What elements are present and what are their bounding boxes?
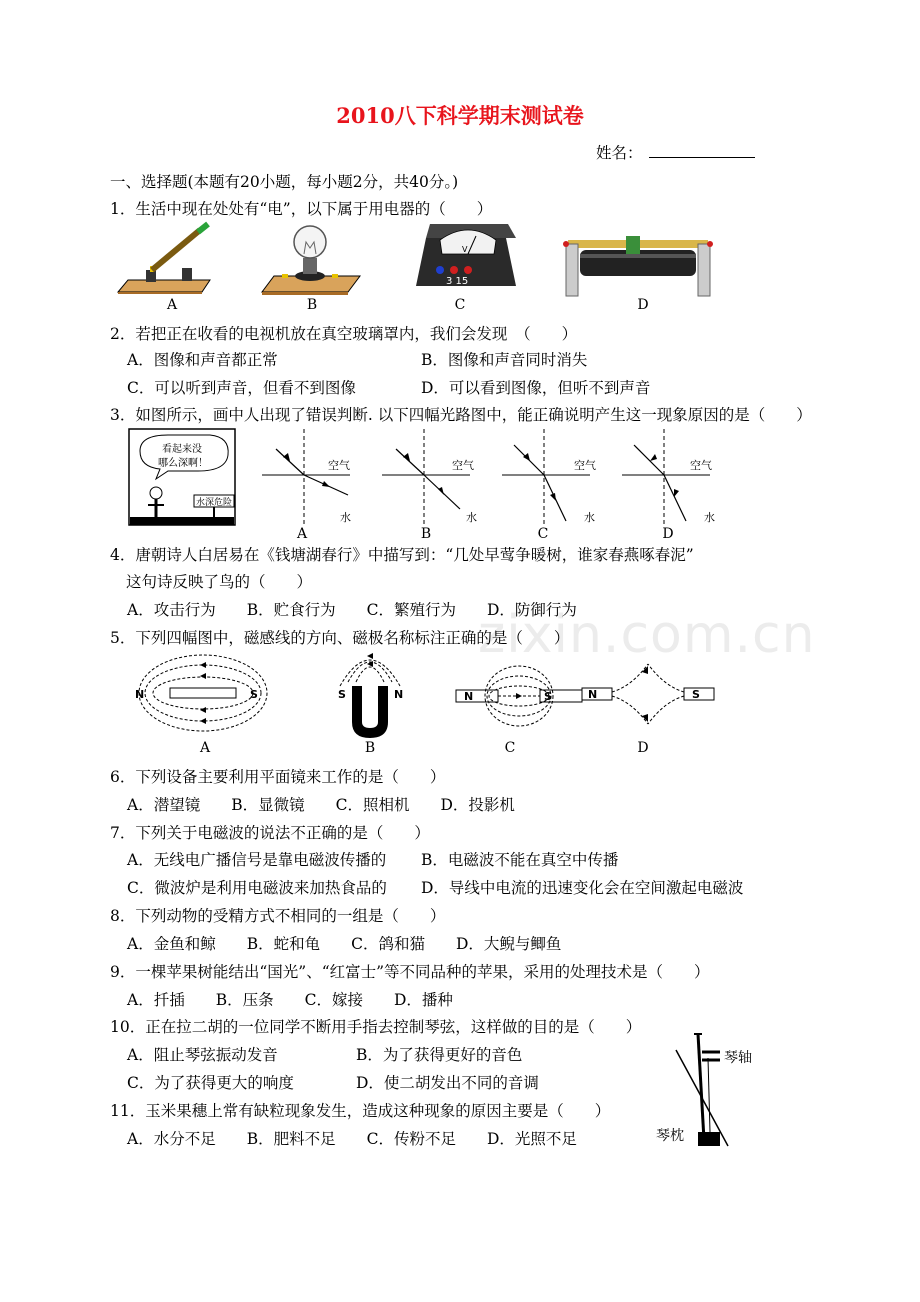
q4-options: A．攻击行为 B．贮食行为 C．繁殖行为 D．防御行为 [127, 601, 577, 619]
q5-label-c: C [504, 740, 516, 756]
question-9-stem: 9．一棵苹果树能结出“国光”、“红富士”等不同品种的苹果，采用的处理技术是（ ） [110, 963, 710, 981]
air-label-d: 空气 [690, 459, 712, 472]
question-4-stem: 4．唐朝诗人白居易在《钱塘湖春行》中描写到：“几处早莺争暖树，谁家春燕啄春泥” [110, 546, 694, 564]
q3-label-d: D [662, 526, 674, 542]
question-1-stem: 1．生活中现在处处有“电”，以下属于用电器的（ ） [110, 200, 493, 218]
water-label-c: 水 [584, 511, 595, 524]
name-blank-line [649, 143, 755, 158]
q3-label-b: B [420, 526, 432, 542]
bubble-text-2: 哪么深啊！ [158, 458, 208, 469]
bar-magnet-diagram [135, 655, 267, 731]
q1-figures [110, 218, 730, 298]
q5-label-d: D [637, 740, 649, 756]
q1-label-d: D [637, 297, 649, 313]
q3-figures [128, 425, 728, 530]
q11-options: A．水分不足 B．肥料不足 C．传粉不足 D．光照不足 [127, 1130, 577, 1148]
q1-label-c: C [454, 297, 466, 313]
q7-option-b: B．电磁波不能在真空中传播 [421, 851, 619, 869]
water-label-d: 水 [704, 511, 715, 524]
q1-label-a: A [166, 297, 178, 313]
water-label-b: 水 [466, 511, 477, 524]
q2-option-a: A．图像和声音都正常 [127, 351, 278, 369]
knife-switch-icon [118, 224, 210, 294]
q5-figures [130, 652, 720, 744]
name-field [596, 143, 755, 163]
u-magnet-diagram [338, 653, 403, 738]
q8-options: A．金鱼和鲸 B．蛇和龟 C．鸽和猫 D．大鲵与鲫鱼 [127, 935, 562, 953]
erhu-pillow-label: 琴枕 [656, 1128, 684, 1144]
q5a-n-label: N [135, 688, 145, 701]
q2-option-c: C．可以听到声音，但看不到图像 [127, 379, 356, 397]
q9-options: A．扦插 B．压条 C．嫁接 D．播种 [127, 991, 453, 1009]
question-6-stem: 6．下列设备主要利用平面镜来工作的是（ ） [110, 768, 446, 786]
air-label-a: 空气 [328, 459, 350, 472]
air-label-b: 空气 [452, 459, 474, 472]
name-label: 姓名： [596, 144, 643, 162]
cartoon-illustration [129, 429, 235, 525]
q7-option-c: C．微波炉是利用电磁波来加热食品的 [127, 879, 387, 897]
ray-diagram-b [382, 429, 477, 525]
question-11-stem: 11．玉米果穗上常有缺粒现象发生，造成这种现象的原因主要是（ ） [110, 1102, 611, 1120]
question-2-stem: 2．若把正在收看的电视机放在真空玻璃罩内，我们会发现 （ ） [110, 325, 578, 343]
q6-options: A．潜望镜 B．显微镜 C．照相机 D．投影机 [127, 796, 515, 814]
q10-option-c: C．为了获得更大的响度 [127, 1074, 294, 1092]
bubble-text-1: 看起来没 [162, 444, 202, 455]
section-heading: 一、选择题(本题有20小题，每小题2分，共40分。) [110, 173, 459, 191]
question-7-stem: 7．下列关于电磁波的说法不正确的是（ ） [110, 824, 430, 842]
question-3-stem: 3．如图所示，画中人出现了错误判断. 以下四幅光路图中，能正确说明产生这一现象原因的是（ ） [110, 406, 812, 424]
watermark: zixin.com.cn [478, 605, 816, 665]
question-5-stem: 5．下列四幅图中，磁感线的方向、磁极名称标注正确的是（ ） [110, 629, 570, 647]
ray-diagram-c [502, 429, 596, 525]
q3-label-c: C [537, 526, 549, 542]
voltmeter-icon [416, 224, 516, 287]
rheostat-icon [563, 236, 713, 296]
ray-diagram-a [262, 429, 351, 525]
meter-v-label: V [462, 245, 468, 254]
q5-label-b: B [364, 740, 376, 756]
water-label-a: 水 [340, 511, 351, 524]
ray-diagram-d [622, 429, 715, 525]
q7-option-a: A．无线电广播信号是靠电磁波传播的 [127, 851, 387, 869]
question-10-stem: 10．正在拉二胡的一位同学不断用手指去控制琴弦，这样做的目的是（ ） [110, 1018, 642, 1036]
q5a-s-label: S [250, 688, 258, 701]
light-bulb-icon [262, 226, 360, 295]
q10-option-b: B．为了获得更好的音色 [356, 1046, 523, 1064]
q7-option-d: D．导线中电流的迅速变化会在空间激起电磁波 [421, 879, 744, 897]
air-label-c: 空气 [574, 459, 596, 472]
erhu-axis-label: 琴轴 [724, 1050, 752, 1066]
attracting-magnets-diagram [456, 666, 582, 726]
erhu-figure [654, 1028, 784, 1150]
q5c-s-label: S [544, 690, 552, 703]
meter-scale-label: 3 15 [446, 276, 469, 287]
q3-label-a: A [296, 526, 308, 542]
q10-option-a: A．阻止琴弦振动发音 [127, 1046, 278, 1064]
danger-sign-text: 水深危险 [196, 498, 233, 508]
q2-option-b: B．图像和声音同时消失 [421, 351, 588, 369]
q10-option-d: D．使二胡发出不同的音调 [356, 1074, 539, 1092]
repelling-magnets-diagram [582, 664, 714, 724]
q5b-n-label: N [394, 688, 404, 701]
q5d-s-label: S [692, 688, 700, 701]
question-4-stem-2: 这句诗反映了鸟的（ ） [126, 573, 313, 591]
q5-label-a: A [199, 740, 211, 756]
q1-label-b: B [306, 297, 318, 313]
page-title: 2010八下科学期末测试卷 [336, 103, 584, 128]
q5c-n-label: N [464, 690, 474, 703]
q2-option-d: D．可以看到图像，但听不到声音 [421, 379, 651, 397]
question-8-stem: 8．下列动物的受精方式不相同的一组是（ ） [110, 907, 446, 925]
q5b-s-label: S [338, 688, 346, 701]
q5d-n-label: N [588, 688, 598, 701]
